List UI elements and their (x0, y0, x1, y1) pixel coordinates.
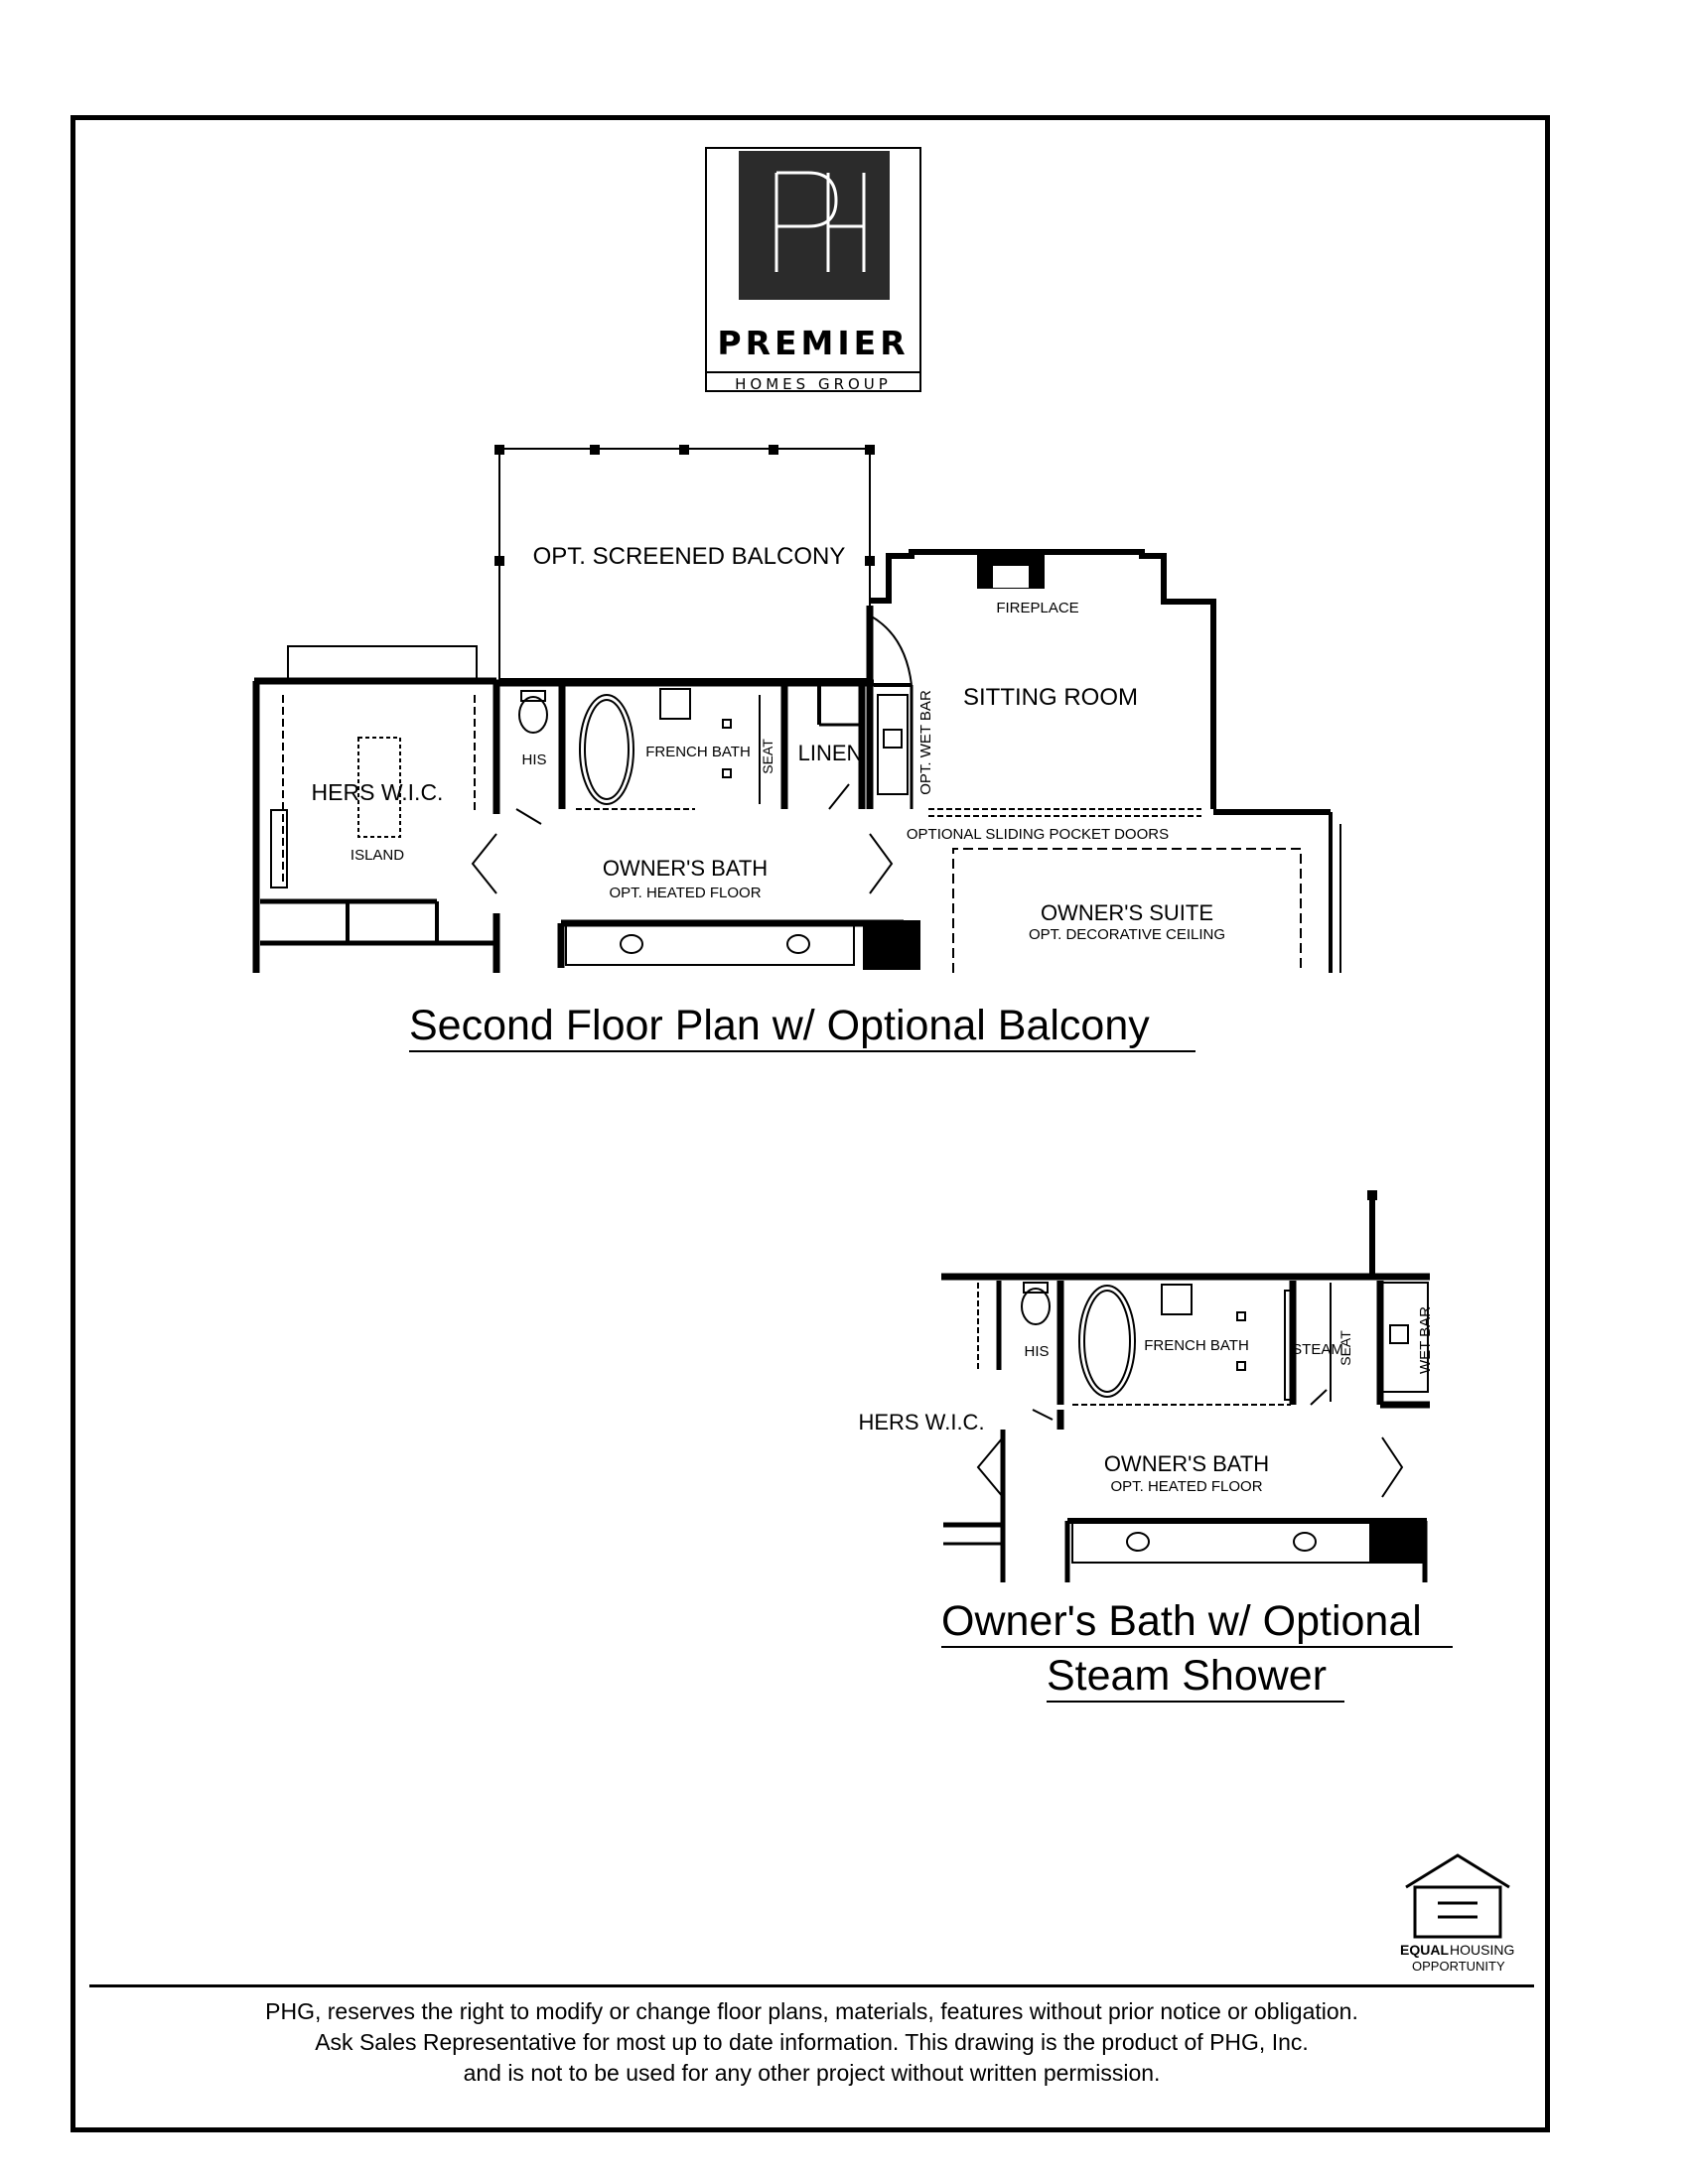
plan2-title-line2: Steam Shower (1047, 1652, 1328, 1700)
balcony-label: OPT. SCREENED BALCONY (532, 543, 846, 570)
plan2-wet-bar-label: WET BAR (1417, 1305, 1434, 1375)
plan2-heated-floor-label: OPT. HEATED FLOOR (1110, 1478, 1263, 1495)
disclaimer-line-2: Ask Sales Representative for most up to date information. This drawing is the product of PHG, Inc. (315, 2029, 1309, 2055)
pocket-doors-label: OPTIONAL SLIDING POCKET DOORS (906, 826, 1170, 843)
equal-housing-logo (1398, 1843, 1517, 1977)
owners-bath-label: OWNER'S BATH (602, 856, 769, 881)
french-bath-label: FRENCH BATH (645, 744, 751, 760)
disclaimer-line-3: and is not to be used for any other project without written permission. (463, 2060, 1161, 2086)
eho-equal: EQUAL (1400, 1942, 1449, 1958)
hers-wic-label: HERS W.I.C. (311, 779, 444, 805)
plan2-his-label: HIS (1024, 1343, 1050, 1360)
logo-subtitle: HOMES GROUP (707, 371, 919, 393)
eho-housing: HOUSING (1450, 1942, 1515, 1958)
fireplace-label: FIREPLACE (996, 600, 1079, 616)
logo-wordmark: PREMIER (717, 324, 910, 362)
disclaimer-line-1: PHG, reserves the right to modify or change floor plans, materials, features without prior notice or obligation. (265, 1998, 1358, 2024)
decorative-ceiling-label: OPT. DECORATIVE CEILING (1028, 926, 1226, 943)
plan2-hers-wic-label: HERS W.I.C. (858, 1410, 985, 1434)
wet-bar-label: OPT. WET BAR (917, 690, 934, 795)
his-label: HIS (521, 751, 547, 768)
plan2-owners-bath-label: OWNER'S BATH (1103, 1451, 1270, 1476)
footer-rule (89, 1984, 1534, 1987)
linen-label: LINEN (797, 741, 863, 765)
eho-opportunity: OPPORTUNITY (1412, 1959, 1505, 1974)
seat-label: SEAT (760, 739, 775, 774)
plan2-title-line2-underline (1047, 1701, 1344, 1703)
equal-housing-icon (1398, 1843, 1517, 1977)
island-label: ISLAND (350, 847, 405, 864)
plan2-steam-label: STEAM (1292, 1341, 1343, 1358)
sitting-room-label: SITTING ROOM (963, 684, 1138, 711)
plan2-title-line1: Owner's Bath w/ Optional (941, 1597, 1422, 1645)
plan2-french-bath-label: FRENCH BATH (1144, 1337, 1249, 1354)
plan2-seat-label: SEAT (1337, 1330, 1353, 1366)
heated-floor-label: OPT. HEATED FLOOR (609, 885, 762, 901)
owners-suite-label: OWNER'S SUITE (1040, 900, 1214, 925)
disclaimer (89, 1996, 1534, 2089)
plan2-title-line1-underline (941, 1646, 1453, 1648)
plan1-title: Second Floor Plan w/ Optional Balcony (409, 1002, 1150, 1049)
